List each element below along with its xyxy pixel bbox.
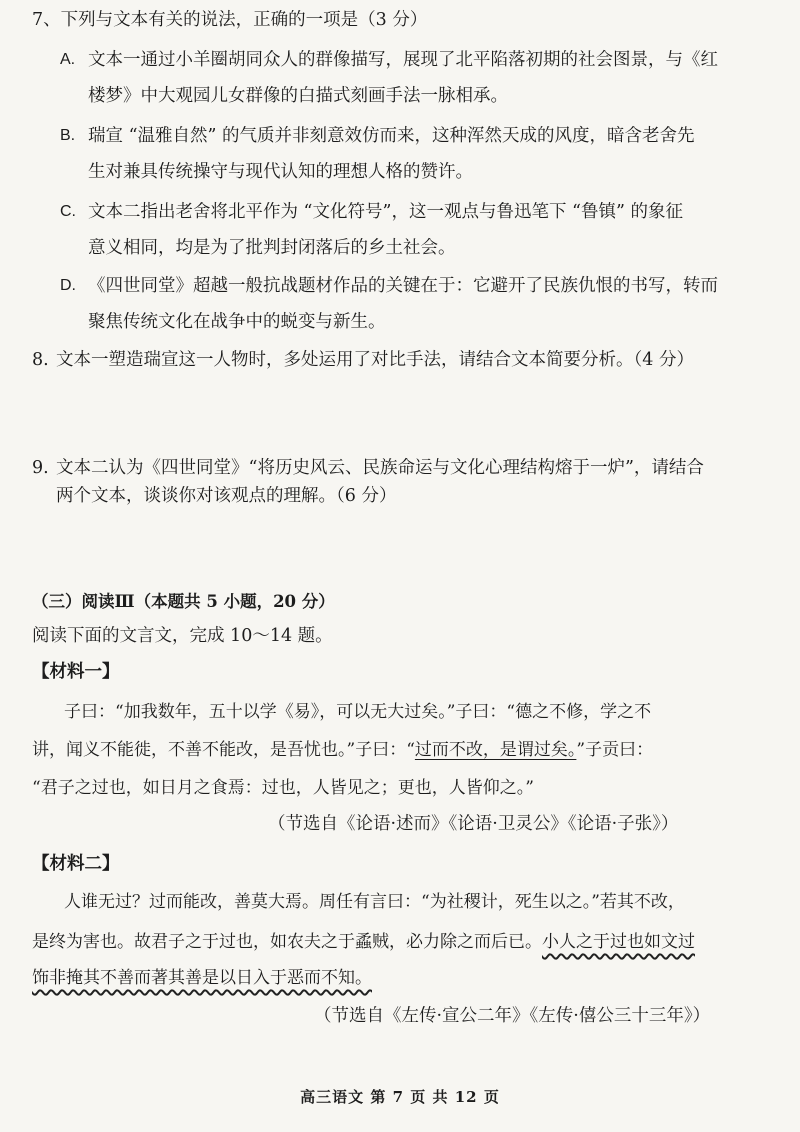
material1-source: （节选自《论语·述而》《论语·卫灵公》《论语·子张》）	[268, 814, 679, 834]
q7-option-c-letter: C.	[60, 203, 76, 220]
q7-option-d-line1: 《四世同堂》超越一般抗战题材作品的关键在于：它避开了民族仇恨的书写，转而	[88, 276, 718, 296]
material2-source: （节选自《左传·宣公二年》《左传·僖公三十三年》）	[314, 1006, 711, 1026]
material1-line2-post: ”子贡曰：	[576, 740, 654, 760]
material1-line1: 子曰：“加我数年，五十以学《易》，可以无大过矣。”子曰：“德之不修，学之不	[64, 702, 652, 722]
section-instruction: 阅读下面的文言文，完成 10～14 题。	[32, 626, 333, 646]
q7-stem: 7、下列与文本有关的说法，正确的一项是（3 分）	[32, 10, 428, 30]
material1-line2	[32, 738, 653, 762]
material2-line3	[32, 966, 372, 990]
q7-option-b-line1: 瑞宣 “温雅自然” 的气质并非刻意效仿而来，这种浑然天成的风度，暗含老舍先	[88, 126, 695, 146]
material1-line2-pre: 讲，闻义不能徙，不善不能改，是吾忧也。”子曰：“	[32, 740, 415, 760]
q7-option-c-line1: 文本二指出老舍将北平作为 “文化符号”，这一观点与鲁迅笔下 “鲁镇” 的象征	[88, 202, 683, 222]
q9-line1: 文本二认为《四世同堂》“将历史风云、民族命运与文化心理结构熔于一炉”，请结合	[56, 458, 704, 478]
material1-heading: 【材料一】	[32, 662, 120, 682]
material2-line2-pre: 是终为害也。故君子之于过也，如农夫之于蟊贼，必力除之而后已。	[32, 932, 542, 952]
q9-line2: 两个文本，谈谈你对该观点的理解。（6 分）	[56, 486, 397, 506]
material2-wavy-sentence-start: 小人之于过也如文过	[542, 932, 695, 952]
q7-option-d-line2: 聚焦传统文化在战争中的蜕变与新生。	[88, 312, 386, 332]
q7-option-a-line2: 楼梦》中大观园儿女群像的白描式刻画手法一脉相承。	[88, 86, 508, 106]
q7-option-b-line2: 生对兼具传统操守与现代认知的理想人格的赞许。	[88, 162, 473, 182]
section-title: （三）阅读Ⅲ（本题共 5 小题，20 分）	[32, 592, 335, 611]
q7-option-b-letter: B.	[60, 127, 76, 144]
q7-option-c-line2: 意义相同，均是为了批判封闭落后的乡土社会。	[88, 238, 456, 258]
material2-heading: 【材料二】	[32, 854, 120, 874]
material2-wavy-sentence-end: 饰非掩其不善而著其善是以日入于恶而不知。	[32, 968, 372, 988]
q7-option-a-line1: 文本一通过小羊圈胡同众人的群像描写，展现了北平陷落初期的社会图景，与《红	[88, 50, 718, 70]
material2-line1: 人谁无过？过而能改，善莫大焉。周任有言曰：“为社稷计，死生以之。”若其不改，	[64, 892, 685, 912]
q8-text: 文本一塑造瑞宣这一人物时，多处运用了对比手法，请结合文本简要分析。（4 分）	[56, 350, 694, 370]
q7-option-d-letter: D.	[60, 277, 76, 294]
material1-underlined-sentence: 过而不改，是谓过矣。	[414, 740, 577, 760]
q8-number: 8.	[32, 350, 49, 370]
material2-line2	[32, 930, 695, 954]
material1-line3: “君子之过也，如日月之食焉：过也，人皆见之；更也，人皆仰之。”	[32, 778, 534, 798]
q9-number: 9.	[32, 458, 49, 478]
page-footer: 高三语文 第 7 页 共 12 页	[300, 1088, 500, 1106]
q7-option-a-letter: A.	[60, 51, 76, 68]
